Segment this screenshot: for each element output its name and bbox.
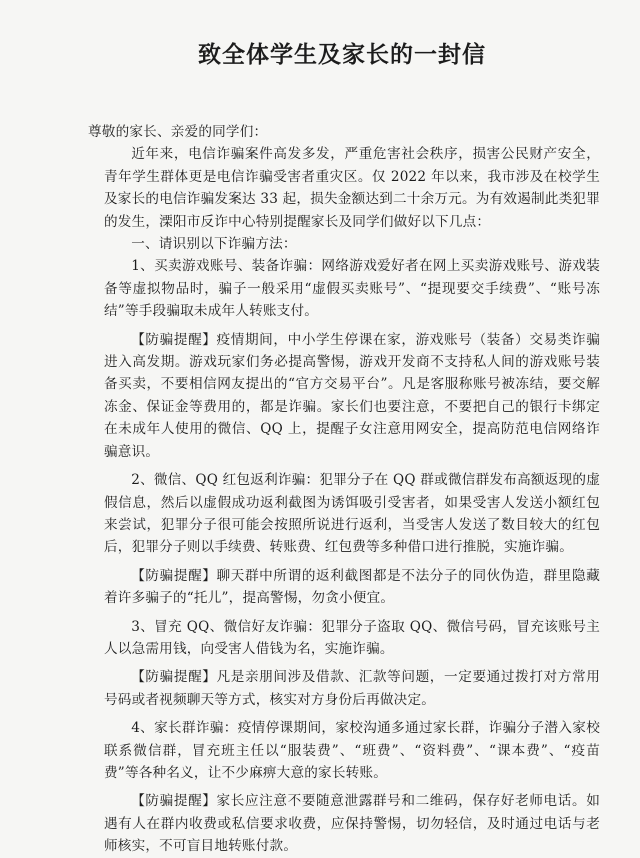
paragraph-game-fraud: 1、买卖游戏账号、装备诈骗：网络游戏爱好者在网上买卖游戏账号、游戏装备等虚拟物品时，骗子一般采用“虚假买卖账号”、“提现要交手续费”、“账号冻结”等手段骗取未成年人转账支付。 bbox=[104, 258, 600, 320]
tip-parent-group-fraud: 【防骗提醒】家长应注意不要随意泄露群号和二维码，保存好老师电话。如遇有人在群内收费或私信要求收费，应保持警惕，切勿轻信，及时通过电话与老师核实，不可盲目地转账付款。 bbox=[104, 793, 600, 855]
greeting: 尊敬的家长、亲爱的同学们： bbox=[88, 124, 268, 140]
tip-game-fraud: 【防骗提醒】疫情期间，中小学生停课在家，游戏账号（装备）交易类诈骗进入高发期。游戏玩家们务必提高警惕，游戏开发商不支持私人间的游戏账号装备买卖，不要相信网友提出的“官方交易平台”。凡是客服称账号被冻结，要交解冻金、保证金等费用的，都是诈骗。家长们也要注意，不要把自己的银行卡绑定在未成年人使用的微信、QQ 上，提醒子女注意用网安全，提高防范电信网络诈骗意识。 bbox=[104, 331, 600, 460]
paragraph-impersonation-fraud: 3、冒充 QQ、微信好友诈骗：犯罪分子盗取 QQ、微信号码，冒充该账号主人以急需用钱，向受害人借钱为名，实施诈骗。 bbox=[104, 618, 600, 657]
letter-title: 致全体学生及家长的一封信 bbox=[198, 41, 486, 68]
section-heading: 一、请识别以下诈骗方法： bbox=[131, 236, 297, 253]
tip-redpacket-fraud: 【防骗提醒】聊天群中所谓的返利截图都是不法分子的同伙伪造，群里隐藏着许多骗子的“托儿”，提高警惕，勿贪小便宜。 bbox=[104, 567, 600, 607]
tip-impersonation-fraud: 【防骗提醒】凡是亲朋间涉及借款、汇款等问题，一定要通过拨打对方常用号码或者视频聊天等方式，核实对方身份后再做决定。 bbox=[104, 669, 600, 708]
paragraph-parent-group-fraud: 4、家长群诈骗：疫情停课期间，家校沟通多通过家长群，诈骗分子潜入家校联系微信群，冒充班主任以“服装费”、“班费”、“资料费”、“课本费”、“疫苗费”等各种名义，让不少麻痹大意的家长转账。 bbox=[104, 720, 600, 781]
paragraph-redpacket-fraud: 2、微信、QQ 红包返利诈骗：犯罪分子在 QQ 群或微信群发布高额返现的虚假信息，然后以虚假成功返利截图为诱饵吸引受害者，如果受害人发送小额红包来尝试，犯罪分子很可能会按照所说进行返利，当受害人发送了数目较大的红包后，犯罪分子则以手续费、转账费、红包费等多种借口进行推脱，实施诈骗。 bbox=[104, 472, 600, 556]
paragraph-intro: 近年来，电信诈骗案件高发多发，严重危害社会秩序，损害公民财产安全，青年学生群体更是电信诈骗受害者重灾区。仅 2022 年以来，我市涉及在校学生及家长的电信诈骗发案达 33 起，损失金额达到二十余万元。为有效遏制此类犯罪的发生，溧阳市反诈中心特别提醒家长及同学们做好以下几点： bbox=[104, 146, 600, 230]
